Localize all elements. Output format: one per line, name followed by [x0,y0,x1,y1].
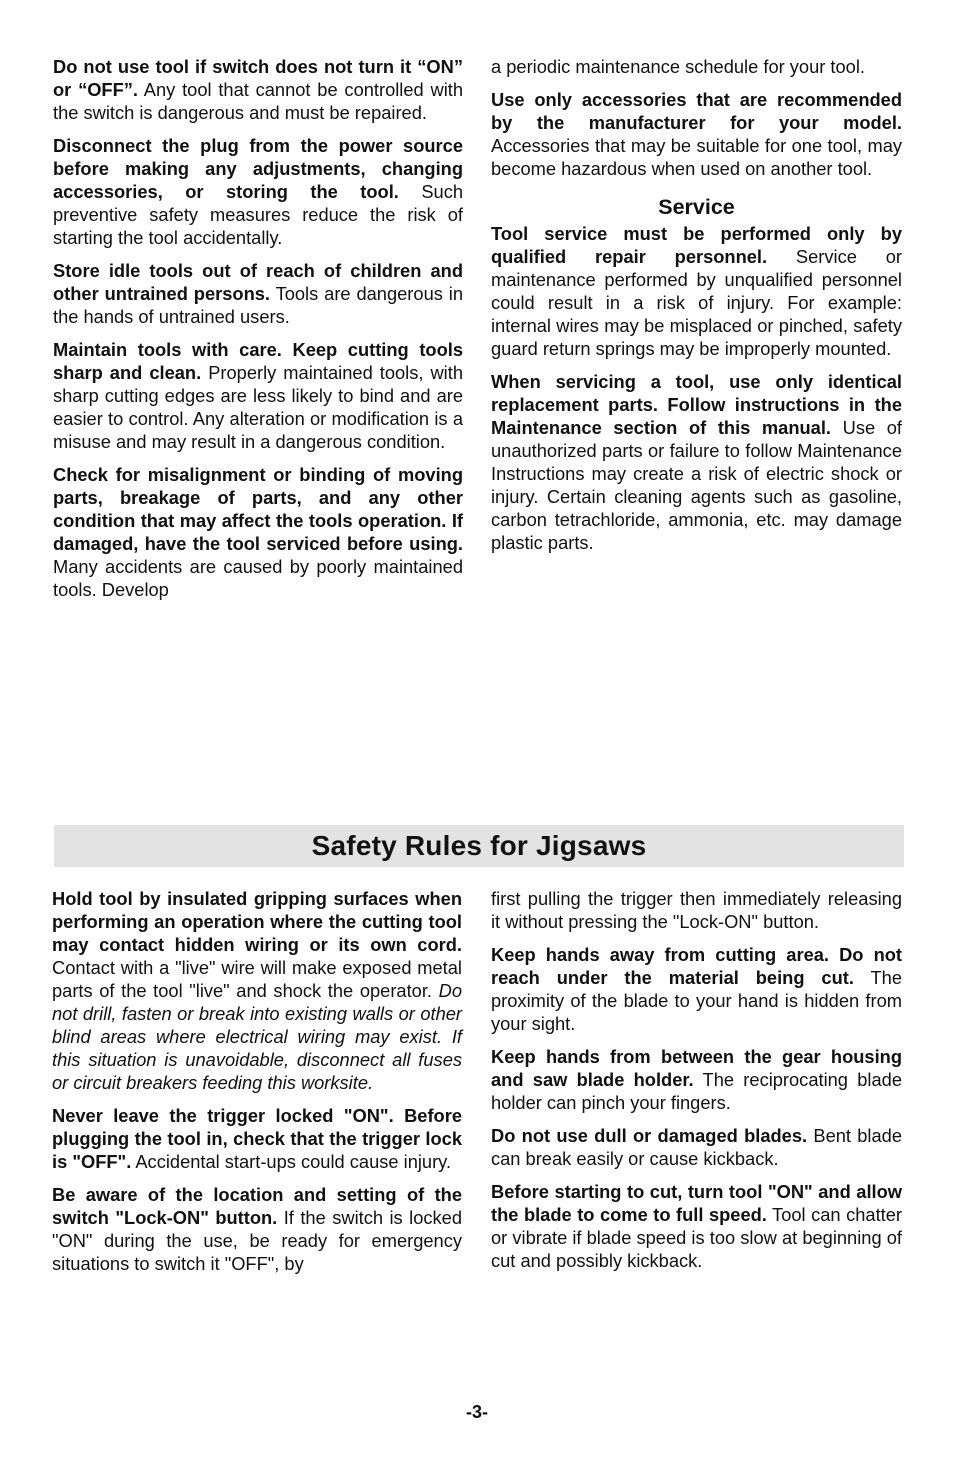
trigger-release-paragraph [491,887,902,933]
trigger-lock-paragraph [52,1104,462,1173]
tool-service-paragraph [491,222,902,360]
top-right-column [491,55,902,554]
lock-on-button-paragraph [52,1183,462,1275]
trigger-lock-text: Accidental start-ups could cause injury. [131,1151,452,1172]
disconnect-plug-heading: Disconnect the plug from the power source before making any adjustments, changing accessories, or storing the tool. [53,135,463,202]
accessories-heading: Use only accessories that are recommended by the manufacturer for your model. [491,89,902,133]
check-misalignment-text: Many accidents are caused by poorly maintained tools. Develop [53,556,463,600]
hands-away-text: The proximity of the blade to your hand is hidden from your sight. [491,967,903,1034]
accessories-paragraph [491,88,902,180]
bottom-right-column [491,887,902,1272]
lock-on-button-heading: Be aware of the location and setting of the switch "Lock-ON" button. [52,1184,462,1228]
switch-rule-text: Any tool that cannot be controlled with the switch is dangerous and must be repaired. [53,79,464,123]
maintenance-schedule-text: a periodic maintenance schedule for your tool. [491,56,865,77]
full-speed-paragraph [491,1180,902,1272]
disconnect-plug-paragraph [53,134,463,249]
switch-rule-heading: Do not use tool if switch does not turn it “ON” or “OFF”. [53,56,463,100]
replacement-parts-paragraph [491,370,902,554]
tool-service-text: Service or maintenance performed by unqualified personnel could result in a risk of injury. For example: internal wires may be misplaced or pinched, safety guard return springs may be improperly mounted. [491,246,902,359]
hands-away-heading: Keep hands away from cutting area. Do not reach under the material being cut. [491,944,902,988]
section-banner [54,825,904,867]
bottom-left-column [52,887,462,1275]
store-idle-tools-heading: Store idle tools out of reach of children and other untrained persons. [53,260,463,304]
gear-housing-text: The reciprocating blade holder can pinch your fingers. [491,1069,902,1113]
top-left-column [53,55,463,601]
insulated-surfaces-text: Contact with a "live" wire will make exposed metal parts of the tool "live" and shock the operator. [52,957,462,1001]
maintain-tools-text: Properly maintained tools, with sharp cutting edges are less likely to bind and are easier to control. Any alteration or modification is a misuse and may result in a dangerous condition. [53,362,463,452]
insulated-surfaces-warning: Do not drill, fasten or break into existing walls or other blind areas where electrical wiring may exist. If this situation is unavoidable, disconnect all fuses or circuit breakers feeding this worksite. [52,980,462,1093]
store-idle-tools-paragraph [53,259,463,328]
trigger-lock-heading: Never leave the trigger locked "ON". Before plugging the tool in, check that the trigger lock is "OFF". [52,1105,462,1172]
check-misalignment-paragraph [53,463,463,601]
replacement-parts-heading: When servicing a tool, use only identical replacement parts. Follow instructions in the Maintenance section of this manual. [491,371,902,438]
tool-service-heading: Tool service must be performed only by qualified repair personnel. [491,223,902,267]
maintenance-schedule-paragraph [491,55,902,78]
gear-housing-heading: Keep hands from between the gear housing and saw blade holder. [491,1046,902,1090]
trigger-release-text: first pulling the trigger then immediately releasing it without pressing the "Lock-ON" button. [491,888,902,932]
full-speed-text: Tool can chatter or vibrate if blade speed is too slow at beginning of cut and possibly kickback. [491,1204,902,1271]
dull-blades-paragraph [491,1124,902,1170]
maintain-tools-paragraph [53,338,463,453]
disconnect-plug-text: Such preventive safety measures reduce the risk of starting the tool accidentally. [53,181,464,248]
dull-blades-text: Bent blade can break easily or cause kickback. [491,1125,902,1169]
switch-rule-paragraph [53,55,463,124]
service-heading: Service [658,195,735,219]
insulated-surfaces-paragraph [52,887,462,1094]
accessories-text: Accessories that may be suitable for one tool, may become hazardous when used on another tool. [491,135,902,179]
dull-blades-heading: Do not use dull or damaged blades. [491,1125,808,1146]
store-idle-tools-text: Tools are dangerous in the hands of untrained users. [53,283,464,327]
insulated-surfaces-heading: Hold tool by insulated gripping surfaces when performing an operation where the cutting tool may contact hidden wiring or its own cord. [52,888,462,955]
full-speed-heading: Before starting to cut, turn tool "ON" and allow the blade to come to full speed. [491,1181,902,1225]
section-title: Safety Rules for Jigsaws [311,830,647,861]
hands-away-paragraph [491,943,902,1035]
page-number: -3- [466,1402,488,1422]
replacement-parts-text: Use of unauthorized parts or failure to follow Maintenance Instructions may create a risk of electric shock or injury. Certain cleaning agents such as gasoline, carbon tetrachloride, ammonia, etc. may damage plastic parts. [491,417,902,553]
maintain-tools-heading: Maintain tools with care. Keep cutting tools sharp and clean. [53,339,463,383]
gear-housing-paragraph [491,1045,902,1114]
lock-on-button-text: If the switch is locked "ON" during the use, be ready for emergency situations to switch it "OFF", by [52,1207,463,1274]
check-misalignment-heading: Check for misalignment or binding of moving parts, breakage of parts, and any other condition that may affect the tools operation. If damaged, have the tool serviced before using. [53,464,463,554]
